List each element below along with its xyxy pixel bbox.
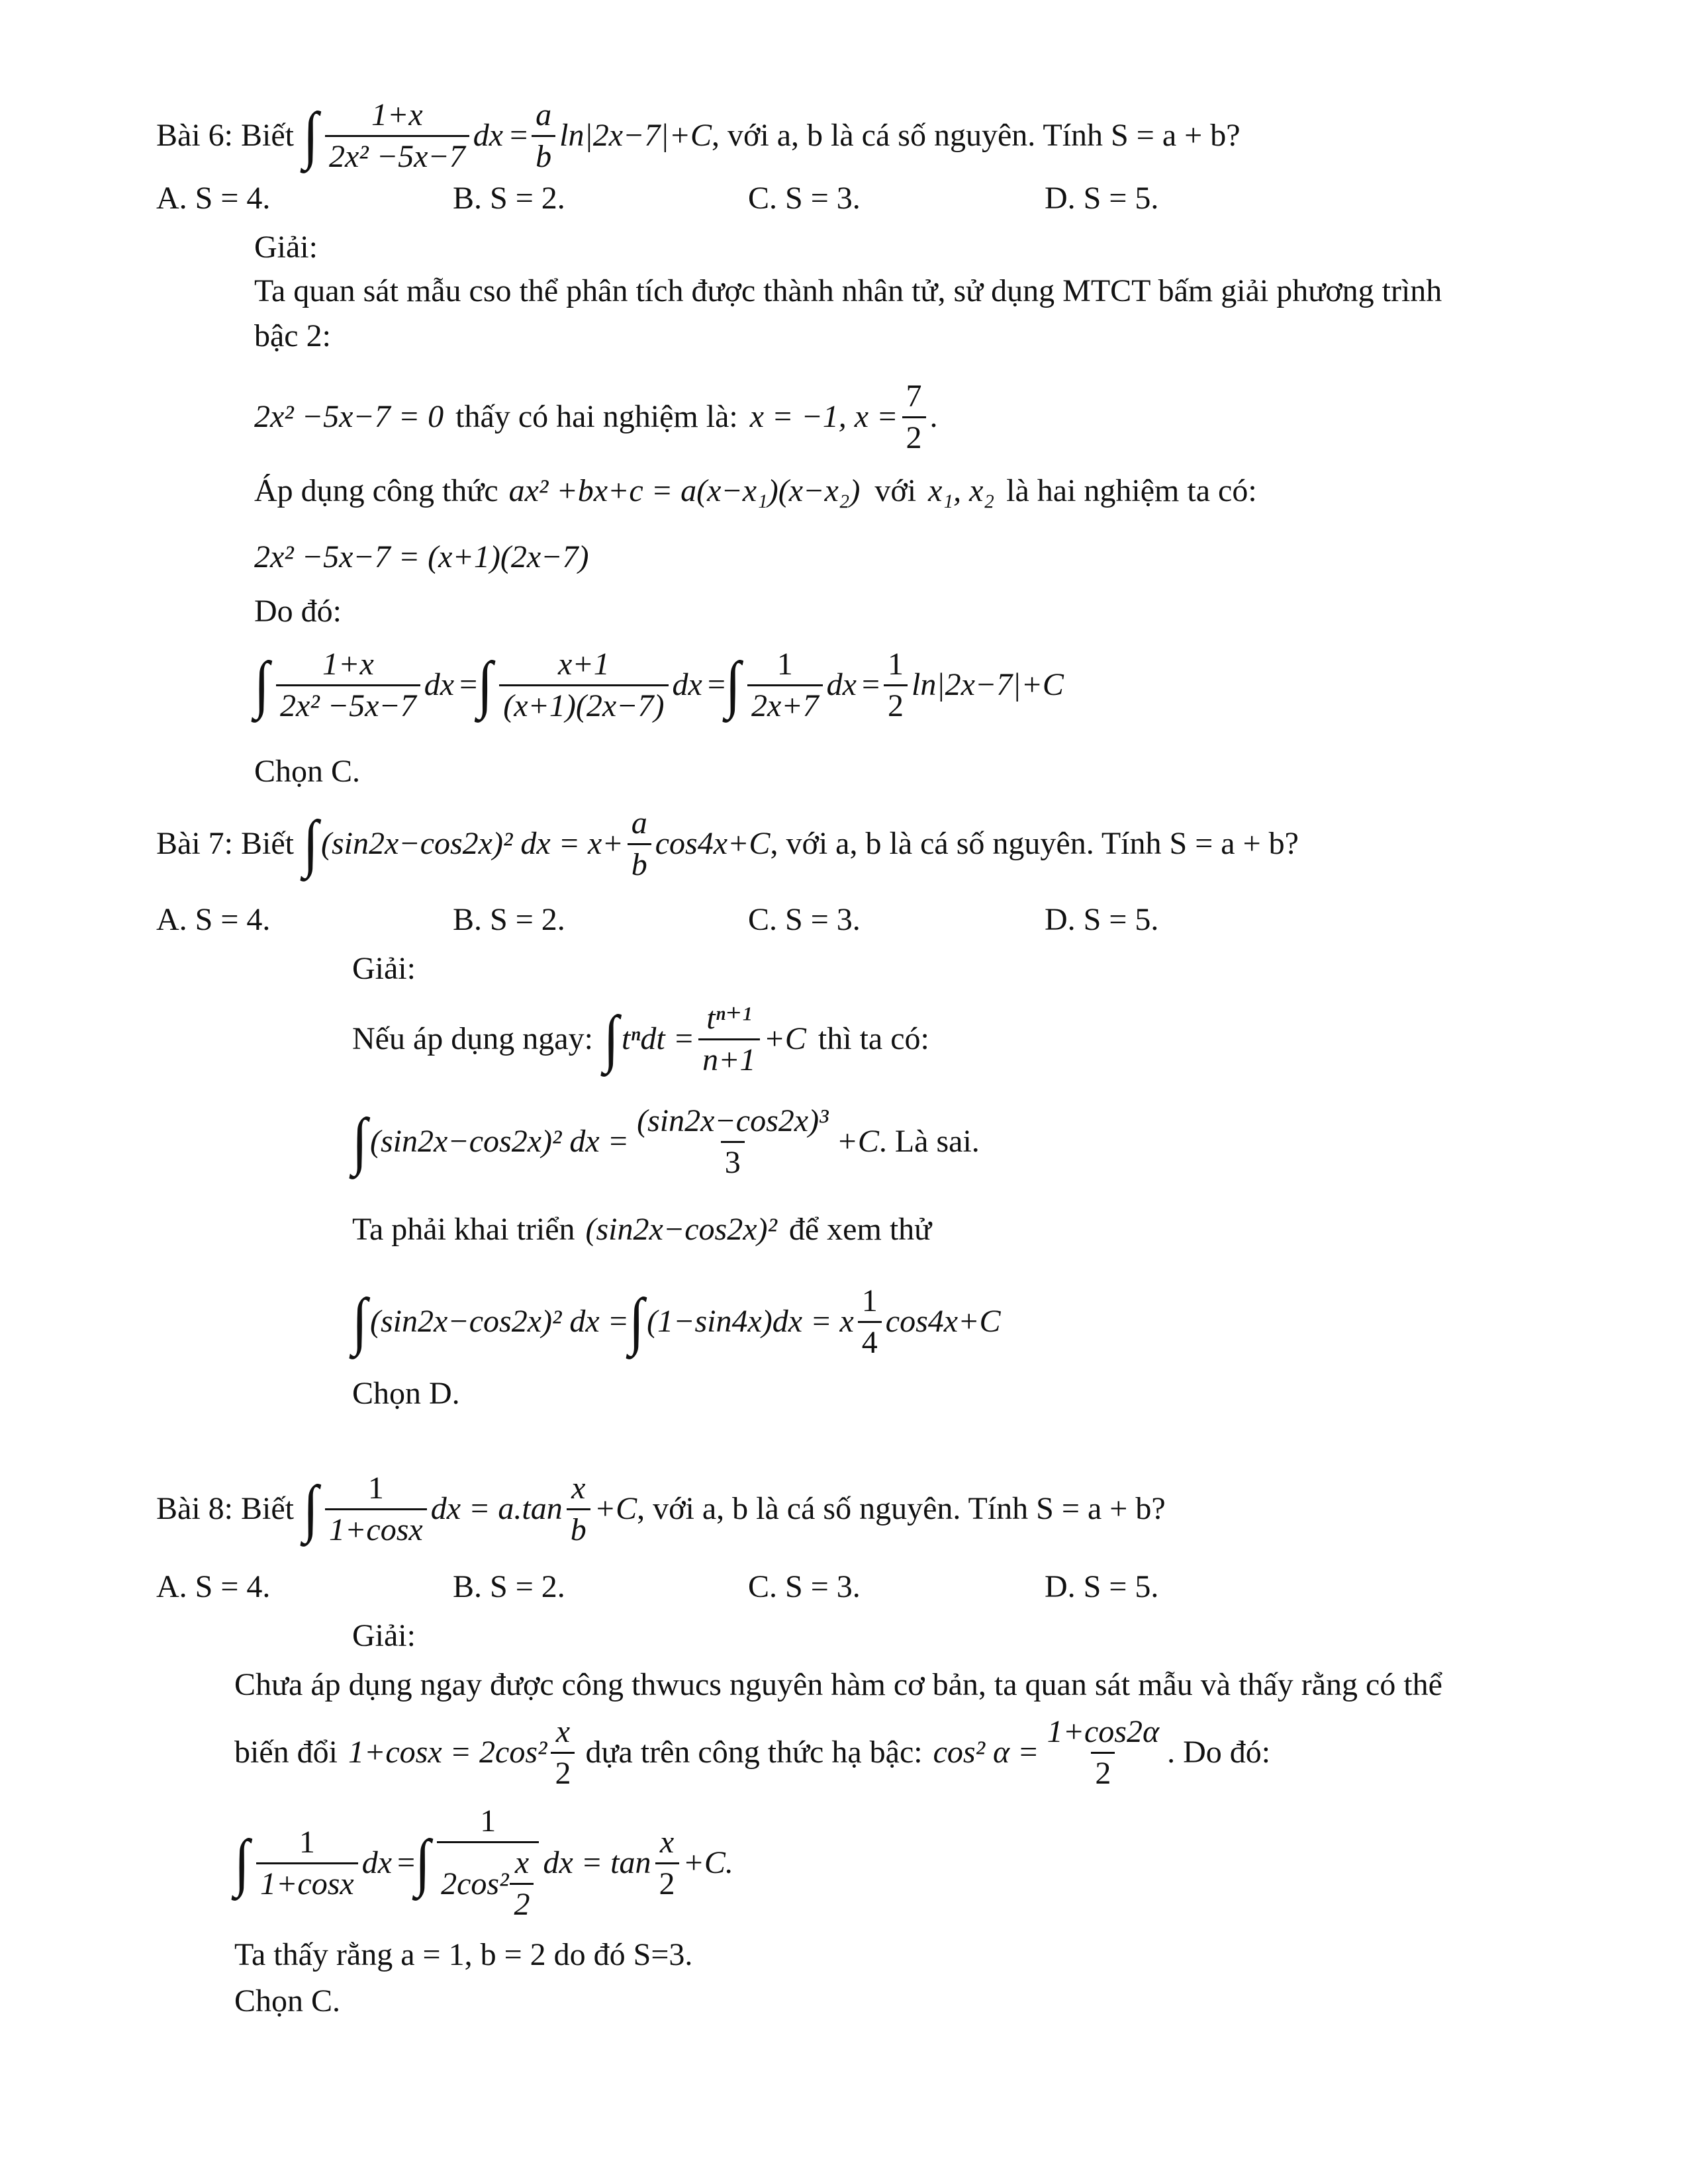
problem-6-statement: Bài 6: Biết ∫ $\frac{1+x}{\text{2x² −5x−7}}$ dx = $\frac{a}{b}$ ln|2x−7|+C , với a, b là cá số nguyên. Tính S = a + b? <box>156 97 1241 174</box>
solution-title: Giải: <box>352 951 416 986</box>
fraction: $\frac{1}{1+\cos x}$ <box>325 1471 427 1547</box>
answer: Chọn C. <box>254 754 361 789</box>
integral-sign: ∫ <box>254 649 270 720</box>
integral-sign: ∫ <box>629 1285 645 1357</box>
option-a: A. S = 4. <box>156 1569 271 1604</box>
fraction: $\frac{1}{2}$ <box>884 647 908 723</box>
fraction: $\frac{x}{2}$ <box>510 1846 534 1922</box>
conclusion: Ta thấy rằng a = 1, b = 2 do đó S=3. <box>234 1937 693 1972</box>
fraction: $\frac{x}{2}$ <box>655 1825 679 1901</box>
solution-title: Giải: <box>352 1618 416 1653</box>
solution-text: bậc 2: <box>254 318 331 353</box>
integral-sign: ∫ <box>303 99 318 171</box>
fraction: $\frac{x}{b}$ <box>567 1471 590 1547</box>
wrong-approach-line: ∫ (sin2x−cos2x)² dx = $\frac{\text{(sin2x−cos2x)³}}{3}$ +C . Là sai. <box>352 1103 980 1180</box>
option-c: C. S = 3. <box>748 902 861 937</box>
solution-title: Giải: <box>254 230 318 265</box>
problem-label: Bài 8: Biết <box>156 1491 294 1526</box>
option-b: B. S = 2. <box>453 181 565 216</box>
answer: Chọn C. <box>234 1983 341 2019</box>
fraction: $\frac{1}{1+\cos x}$ <box>256 1825 358 1901</box>
integral-sign: ∫ <box>415 1827 431 1898</box>
integral-sign: ∫ <box>303 1473 318 1544</box>
fraction: $\frac{1+x}{\text{2x² −5x−7}}$ <box>325 98 469 174</box>
fraction: $\frac{\text{tⁿ⁺¹}}{n+1}$ <box>698 1001 759 1077</box>
fraction: $\frac{1+\cos 2\alpha}{2}$ <box>1047 1713 1160 1791</box>
calc-line: ∫ $\frac{1}{1+\cos x}$ dx = ∫ 1 2cos² $\frac{x}{2}$ dx = tan $\frac{x}{2}$ +C. <box>234 1803 733 1922</box>
expand-line: Ta phải khai triển (sin2x−cos2x)² để xem thử <box>352 1212 932 1247</box>
answer: Chọn D. <box>352 1376 460 1411</box>
fraction: $\frac{x+1}{(x+1)(2x-7)}$ <box>499 647 668 723</box>
integral-sign: ∫ <box>303 807 318 879</box>
problem-8-statement: Bài 8: Biết ∫ $\frac{1}{1+\cos x}$ dx = a.tan $\frac{x}{b}$ +C , với a, b là cá số nguyên. Tính S = a + b? <box>156 1470 1166 1547</box>
hence-label: Do đó: <box>254 594 342 629</box>
transform-line: biến đổi 1+cosx = 2cos² $\frac{x}{2}$ dựa trên công thức hạ bậc: cos² α = $\frac{1+\cos 2\alpha}{2}$ . Do đó: <box>234 1713 1271 1791</box>
fraction: 1 2cos² $\frac{x}{2}$ <box>437 1804 539 1922</box>
option-d: D. S = 5. <box>1045 902 1159 937</box>
correct-approach-line: ∫ (sin2x−cos2x)² dx = ∫ (1−sin4x)dx = x $\frac{1}{4}$ cos4x+C <box>352 1283 1001 1360</box>
solution-text: Chưa áp dụng ngay được công thwucs nguyên hàm cơ bản, ta quan sát mẫu và thấy rằng có thể <box>234 1667 1442 1702</box>
fraction: $\frac{x}{2}$ <box>551 1715 575 1791</box>
formula-line: Áp dụng công thức ax² +bx+c = a(x−x₁)(x−x₂) với x₁, x₂ là hai nghiệm ta có: <box>254 473 1257 508</box>
integral-sign: ∫ <box>352 1285 368 1357</box>
integral-sign: ∫ <box>477 649 493 720</box>
option-b: B. S = 2. <box>453 902 565 937</box>
option-c: C. S = 3. <box>748 1569 861 1604</box>
option-d: D. S = 5. <box>1045 1569 1159 1604</box>
quadratic-roots-line: 2x² −5x−7 = 0 thấy có hai nghiệm là: x = −1, x = $\frac{7}{2}$ . <box>254 378 938 455</box>
integral-sign: ∫ <box>725 649 741 720</box>
option-b: B. S = 2. <box>453 1569 565 1604</box>
fraction: $\frac{1}{2x+7}$ <box>747 647 823 723</box>
fraction: $\frac{1+x}{\text{2x² −5x−7}}$ <box>276 647 420 723</box>
fraction: $\frac{1}{4}$ <box>858 1284 882 1360</box>
integral-sign: ∫ <box>234 1827 250 1898</box>
problem-label: Bài 7: Biết <box>156 826 294 861</box>
option-a: A. S = 4. <box>156 181 271 216</box>
fraction: $\frac{a}{b}$ <box>532 98 555 174</box>
option-a: A. S = 4. <box>156 902 271 937</box>
fraction: $\frac{a}{b}$ <box>628 806 651 882</box>
solution-text: Ta quan sát mẫu cso thể phân tích được thành nhân tử, sử dụng MTCT bấm giải phương trình <box>254 273 1442 308</box>
problem-7-statement: Bài 7: Biết ∫ (sin2x−cos2x)² dx = x+ $\frac{a}{b}$ cos4x+C , với a, b là cá số nguyên. Tính S = a + b? <box>156 805 1299 882</box>
integral-chain: ∫ $\frac{1+x}{\text{2x² −5x−7}}$ dx = ∫ $\frac{x+1}{(x+1)(2x-7)}$ dx = ∫ $\frac{1}{2x+7}$ dx = $\frac{1}{2}$ ln|2x−7|+C <box>254 646 1064 723</box>
integral-sign: ∫ <box>603 1003 619 1074</box>
problem-label: Bài 6: Biết <box>156 118 294 153</box>
option-c: C. S = 3. <box>748 181 861 216</box>
factored-expression: 2x² −5x−7 = (x+1)(2x−7) <box>254 539 589 574</box>
fraction: $\frac{7}{2}$ <box>902 379 926 455</box>
fraction: $\frac{\text{(sin2x−cos2x)³}}{3}$ <box>637 1103 829 1180</box>
power-rule-line: Nếu áp dụng ngay: ∫ tⁿdt = $\frac{\text{tⁿ⁺¹}}{n+1}$ +C thì ta có: <box>352 1000 929 1077</box>
integral-sign: ∫ <box>352 1105 368 1177</box>
option-d: D. S = 5. <box>1045 181 1159 216</box>
